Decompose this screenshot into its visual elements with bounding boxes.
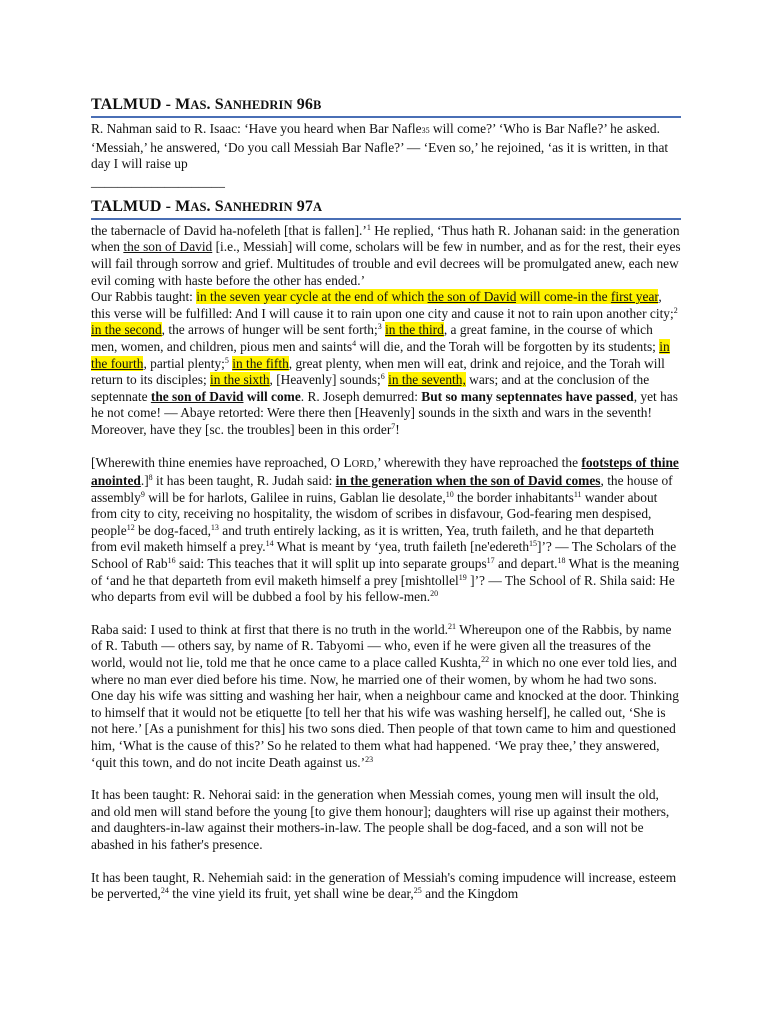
heading-letter: A [312, 199, 323, 214]
paragraph-5: It has been taught: R. Nehorai said: in the generation when Messiah comes, young men will insult the old, and old men will stand before the young [to give them honour]; daughters will rise up against their mothers, and daughters-in-law against their mothers-in-law. The people shall be dog-faced, and a son will not be abashed in his father's presence. [91, 787, 670, 852]
footnote-ref[interactable]: 16 [167, 556, 176, 566]
footnote-ref[interactable]: 18 [557, 556, 566, 566]
footnote-ref[interactable]: 35 [421, 126, 430, 135]
footnote-ref[interactable]: 5 [224, 355, 229, 365]
footnote-ref[interactable]: 22 [481, 655, 490, 665]
heading-cap: S [214, 197, 224, 215]
heading-number: 97 [296, 197, 313, 215]
paragraph-1: the tabernacle of David ha-nofeleth [that is fallen].’$^1$ He replied, ‘Thus hath R. Johanan said: in the generation when the son of David [i.e., Messiah] will come, scholars will be few in number, and as for the rest, their eyes will fail through sorrow and grief. Multitudes of trouble and evil decrees will be promulgated anew, each new evil coming with haste before the other has ended.’ Our Rabbis taught: in the seven year cycle at the end of which the son of David will come-in the first year, this verse will be fulfilled: And I will cause it to rain upon one city and cause it not to rain upon another city;$^2$ in the second, the arrows of hunger will be sent forth;$^3$ in the third, a great famine, in the course of which men, women, and children, pious men and saints$^4$ will die, and the Torah will be forgotten by its students; in the fourth, partial plenty;$^5$ in the fifth, great plenty, when men will eat, drink and rejoice, and the Torah will return to its disciples; in the sixth, [Heavenly] sounds;$^6$ in the seventh, wars; and at the conclusion of the septennate the son of David will come. R. Joseph demurred: But so many septennates have passed, yet has he not come! — Abaye retorted: Were there then [Heavenly] sounds in the sixth and wars in the seventh! Moreover, have they [sc. the troubles] been in this order$^7$! [91, 222, 681, 437]
footnote-ref[interactable]: 17 [486, 556, 495, 566]
document-page [91, 95, 681, 903]
footnote-ref[interactable]: 4 [352, 338, 357, 348]
highlight: first year [610, 289, 659, 305]
section-heading-97a: TALMUD - MAS. SANHEDRIN 97A [91, 197, 681, 220]
footnote-ref[interactable]: 21 [448, 621, 457, 631]
heading-cap: M [175, 197, 191, 215]
footnote-ref[interactable]: 13 [210, 522, 219, 532]
footnote-ref[interactable]: 25 [413, 886, 422, 896]
footnote-ref[interactable]: 6 [380, 372, 385, 382]
footnote-ref[interactable]: 15 [529, 539, 538, 549]
highlight: in the seven year cycle at the end of which [196, 289, 428, 305]
heading-smallcaps: AS [190, 199, 207, 214]
footnote-ref[interactable]: 23 [365, 754, 374, 764]
paragraph-3: [Wherewith thine enemies have reproached, O LORD,’ wherewith they have reproached the footsteps of thine anointed.]$^8$ it has been taught, R. Judah said: in the generation when the son of David comes, the house of assembly$^9$ will be for harlots, Galilee in ruins, Gablan lie desolate,$^{10}$ the border inhabitants$^{11}$ wander about from city to city, receiving no hospitality, the wisdom of scribes in disfavour, God-fearing men despised, people$^{12}$ be dog-faced,$^{13}$ and truth entirely lacking, as it is written, Yea, truth faileth, and he that departeth from evil maketh himself a prey.$^{14}$ What is meant by ‘yea, truth faileth [ne'edereth$^{15}$]’? — The Scholars of the School of Rab$^{16}$ said: This teaches that it will split up into separate groups$^{17}$ and depart.$^{18}$ What is the meaning of ‘and he that departeth from evil maketh himself a prey [mishtollel$^{19}$ ]’? — The School of R. Shila said: He who departs from evil will be dubbed a fool by his fellow-men.$^{20}$ [91, 454, 680, 605]
footnote-ref[interactable]: 14 [265, 539, 274, 549]
highlight: in the second [91, 322, 162, 338]
heading-prefix: TALMUD - [91, 197, 176, 215]
footnote-ref[interactable]: 12 [126, 522, 135, 532]
highlight: will come-in the [516, 289, 611, 305]
heading-cap: S [214, 96, 224, 113]
footnote-ref[interactable]: 10 [445, 489, 454, 499]
footnote-ref[interactable]: 9 [140, 489, 145, 499]
highlight: in the sixth [210, 372, 270, 388]
footnote-ref[interactable]: 24 [160, 886, 169, 896]
footnote-ref[interactable]: 7 [391, 421, 396, 431]
heading-smallcaps: AS [190, 98, 207, 112]
section-heading-96b: TALMUD - MAS. SANHEDRIN 96B [91, 95, 681, 118]
footnote-ref[interactable]: 3 [377, 322, 382, 332]
paragraph-intro: R. Nahman said to R. Isaac: ‘Have you heard when Bar Nafle35 will come?’ ‘Who is Bar Nafle?’ he asked. ‘Messiah,’ he answered, ‘Do you call Messiah Bar Nafle?’ — ‘Even so,’ he rejoined, ‘as it is written, in that day I will raise up [91, 121, 669, 172]
footnote-ref[interactable]: 19 [458, 572, 467, 582]
highlight: the son of David [427, 289, 517, 305]
heading-smallcaps: ANHEDRIN [223, 98, 293, 112]
heading-number: 96 [296, 96, 313, 113]
highlight: in the fifth [232, 355, 289, 371]
heading-smallcaps: ANHEDRIN [223, 199, 293, 214]
heading-cap: M [175, 96, 191, 113]
footnote-ref[interactable]: 11 [573, 489, 582, 499]
footnote-ref[interactable]: 2 [673, 305, 678, 315]
highlight: in the seventh, [388, 372, 466, 388]
heading-letter: B [312, 98, 322, 112]
footnote-ref[interactable]: 20 [430, 589, 439, 599]
paragraph-4: Raba said: I used to think at first that there is no truth in the world.$^{21}$ Whereupon one of the Rabbis, by name of R. Tabuth — others say, by name of R. Tabyomi — who, even if he were given all the treasures of the world, would not lie, told me that he once came to a place called Kushta,$^{22}$ in which no one ever told lies, and where no man ever died before his time. Now, he married one of their women, by whom he had two sons. One day his wife was sitting and washing her hair, when a neighbour came and knocked at the door. Thinking to himself that it would not be etiquette [to tell her that his wife was washing herself], he called out, ‘She is not here.’ [As a punishment for this] his two sons died. Then people of that town came to him and questioned him, ‘What is the cause of this?’ So he related to them what had happened. ‘We pray thee,’ they answered, ‘quit this town, and do not incite Death against us.’$^{23}$ [91, 621, 679, 770]
footnote-ref[interactable]: 1 [366, 222, 371, 232]
footnote-ref[interactable]: 8 [148, 473, 153, 483]
highlight: in the third [385, 322, 444, 338]
paragraph-6: It has been taught, R. Nehemiah said: in the generation of Messiah's coming impudence will increase, esteem be perverted,$^{24}$ the vine yield its fruit, yet shall wine be dear,$^{25}$ and the Kingdom [91, 869, 677, 902]
footnote-separator: ____________________ [91, 173, 225, 189]
heading-prefix: TALMUD - [91, 96, 176, 113]
highlight: in the fourth [91, 338, 670, 371]
